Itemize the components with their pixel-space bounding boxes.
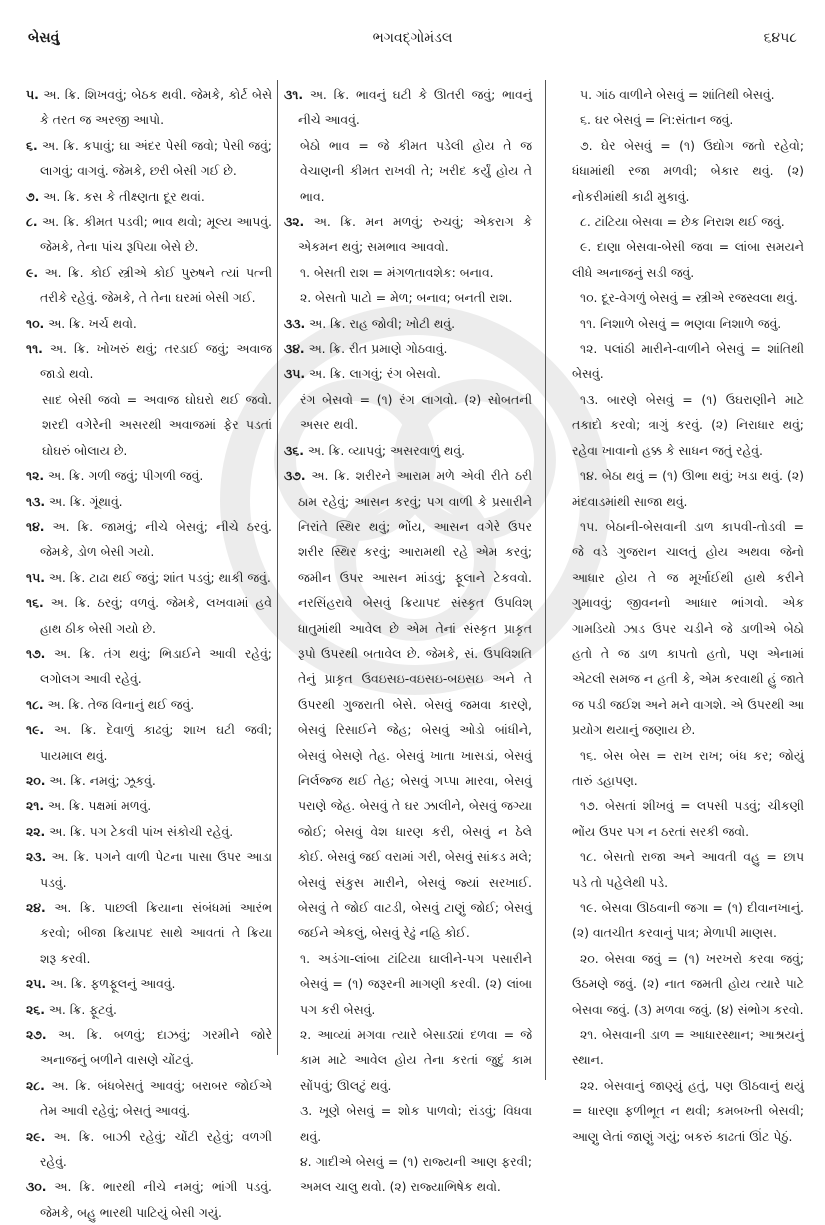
dictionary-entry xyxy=(284,209,532,260)
definition-text: નમવું; ઝૂકવું. xyxy=(89,772,156,788)
sense-number: ૩૫. xyxy=(284,366,306,382)
idiom-subentry: ૧. અડંગા-લાંબા ટાંટિયા ઘાલીને-પગ પસારીને બેસવું = (૧) જરૂરની માગણી કરવી. (૨) લાંબા પગ કરી બેસવું. xyxy=(300,950,532,1017)
sense-number: ૨૧. xyxy=(26,798,45,814)
dictionary-entry xyxy=(26,184,272,209)
definition-text: શિખવવું; બેઠક થવી. જેમકે, કોર્ટ બેસે કે તરત જ અરજી આપો. xyxy=(40,87,272,128)
idiom-subentry: ૩. ખૂણે બેસવું = શોક પાળવો; રાંડવું; વિધવા થવું. xyxy=(300,1103,532,1144)
definition-text: રાહ જોવી; ખોટી થવું. xyxy=(349,315,456,331)
definition-text: ટાઢા થઈ જવું; શાંત પડવું; થાકી જવું. xyxy=(89,569,271,585)
part-of-speech: અ. ક્રિ. xyxy=(44,315,89,331)
part-of-speech: અ. ક્રિ. xyxy=(45,645,104,661)
dictionary-entry xyxy=(284,82,532,133)
sense-number: ૧૪. xyxy=(26,518,45,534)
dictionary-entry xyxy=(26,971,272,996)
sense-number: ૨૯. xyxy=(26,1128,46,1144)
definition-text: ભાવનું ઘટી કે ઊતરી જવું; ભાવનું નીચે આવવું. xyxy=(298,87,532,128)
part-of-speech: અ. ક્રિ. xyxy=(304,341,349,357)
part-of-speech: અ. ક્રિ. xyxy=(45,1128,103,1144)
part-of-speech: અ. ક્રિ. xyxy=(43,595,98,611)
dictionary-entry xyxy=(26,768,272,793)
sense-number: ૩૬. xyxy=(284,442,304,458)
dictionary-entry xyxy=(26,895,272,971)
definition-text: ખર્ચ થવો. xyxy=(88,315,137,331)
idiom-subentry: ૫. ગાંઠ વાળીને બેસવું = શાંતિથી બેસવું. xyxy=(580,87,775,102)
sense-number: ૯. xyxy=(26,264,39,280)
dictionary-entry xyxy=(26,692,272,717)
part-of-speech: અ. ક્રિ. xyxy=(303,87,356,102)
column-divider xyxy=(277,80,278,1055)
definition-text: ઠરવું; વળવું. જેમકે, લખવામાં હવે હાથ ઠીક બેસી ગયો છે. xyxy=(40,595,272,636)
dictionary-entry xyxy=(26,82,272,133)
part-of-speech: અ. ક્રિ. xyxy=(43,696,88,712)
dictionary-entry xyxy=(26,1174,272,1225)
dictionary-entry xyxy=(26,463,272,488)
idiom-subentry: ૧૬. બેસ બેસ = રાખ રાખ; બંધ કર; જોયું તારું ડહાપણ. xyxy=(572,747,804,788)
dictionary-entry xyxy=(26,489,272,514)
headword-running-head: બેસવું xyxy=(28,30,60,46)
idiom-subentry: ૨૨. બેસવાનું જાણ્યું હતું, પણ ઊઠવાનું થયું = ધારણા ફળીભૂત ન થવી; કમબખ્તી બેસવી; આણુ લેતાં જાણું ગયું; બકરું કાઢતાં ઊંટ પેઠું. xyxy=(572,1077,804,1144)
part-of-speech: અ. ક્રિ. xyxy=(45,900,105,915)
dictionary-entry xyxy=(284,336,532,361)
definition-text: શરીરને આરામ મળે એવી રીતે ઠરી ઠામ રહેવું; આસન કરવું; પગ વાળી કે પ્રસારીને નિરાંતે સ્થિર થવું; ભોંય, આસન વગેરે ઉપર શરીર સ્થિર કરવું; આરામથી રહે એમ કરવું; જમીન ઉપર આસન માંડવું; ફૂલાને ટેકવવો. નરસિંહરાવે બેસવું ક્રિયાપદ સંસ્કૃત ઉપવિશ્ ધાતુમાંથી આવેલ છે એમ તેનાં સંસ્કૃત પ્રાકૃત રૂપો ઉપરથી બતાવેલ છે. જેમકે, સં. ઉપવિશતિ તેનું પ્રાકૃત ઉવઇસઇ-વઇસઇ-બઇસઇ અને તે ઉપરથી ગુજરાતી બેસે. બેસવું જમવા કારણે, બેસવું રિસાઈને જેહ; બેસવું ઓડો બાંધીને, બેસવું બેસણે તેહ. બેસવું ખાતા ખાસડાં, બેસવું નિર્લજ્જ થઈ તેહ; બેસવું ગપ્પા મારવા, બેસવું પરાણે જેહ. બેસવું તે ઘર ઝાલીને, બેસવું જગ્યા જોઈ; બેસવું વેશ ધારણ કરી, બેસવું ન ઠેલે કોઈ. બેસવું જઈ વરામાં ગરી, બેસવું સાંકડ મલે; બેસવું સંકુસ મારીને, બેસવું જ્યાં સરખાઈ. બેસવું તે જોઈ વાટડી, બેસવું ટાણું જોઈ; બેસવું જઈને એકલું, બેસવું રેઢું નહિ કોઈ. xyxy=(298,468,532,941)
definition-text: બાઝી રહેવું; ચોંટી રહેવું; વળગી રહેવું. xyxy=(40,1128,272,1170)
dictionary-entry xyxy=(26,590,272,641)
idiom-subentry: ૧૫. બેઠાની-બેસવાની ડાળ કાપવી-તોડવી = જે વડે ગુજરાન ચાલતું હોય અથવા જેનો આધાર હોય તે જ મૂર્ખાઈથી હાથે કરીને ગુમાવવું; જીવનનો આધાર ભાંગવો. એક ગામડિયો ઝાડ ઉપર ચડીને જે ડાળીએ બેઠો હતો તે જ ડાળ કાપતો હતો, પણ એનામાં એટલી સમજ ન હતી કે, એમ કરવાથી હું જાતે જ પડી જઈશ અને મને વાગશે. એ ઉપરથી આ પ્રયોગ થયાનું જણાય છે. xyxy=(572,518,804,738)
page-number: ૬૪૫૮ xyxy=(763,30,797,46)
sense-number: ૩૧. xyxy=(284,87,304,102)
column-right xyxy=(572,82,804,1149)
dictionary-entry xyxy=(284,463,532,946)
definition-text: પાછલી ક્રિયાના સંબંધમાં આરંભ કરવો; બીજા ક્રિયાપદ સાથે આવતાં તે ક્રિયા શરૂ કરવી. xyxy=(40,900,272,966)
idiom-subentry: ૧૭. બેસતાં શીખવું = લપસી પડવું; ચીકણી ભોંય ઉપર પગ ન ઠરતાં સરકી જવો. xyxy=(572,798,804,839)
sense-number: ૩૭. xyxy=(284,468,306,484)
sense-number: ૧૭. xyxy=(26,645,46,661)
definition-text: જામવું; નીચે બેસવું; નીચે ઠરવું. જેમકે, ડોળ બેસી ગયો. xyxy=(40,518,272,560)
part-of-speech: અ. ક્રિ. xyxy=(44,798,89,814)
column-divider xyxy=(545,80,546,1080)
book-title: ભગવદ્ગોમંડલ xyxy=(372,30,453,46)
idiom-subentry: ૨. આવ્યાં મગવા ત્યારે બેસાડ્યાં દળવા = જે કામ માટે આવેલ હોય તેના કરતાં જુદું કામ સોંપવું; ઊલટું થવું. xyxy=(300,1027,532,1093)
idiom-subentry: ૨૧. બેસવાની ડાળ = આધારસ્થાન; આશ્રયનું સ્થાન. xyxy=(572,1027,804,1068)
dictionary-entry xyxy=(26,844,272,895)
sense-number: ૨૩. xyxy=(26,849,47,865)
part-of-speech: અ. ક્રિ. xyxy=(39,188,84,204)
dictionary-entry xyxy=(26,793,272,818)
sense-number: ૨૪. xyxy=(26,900,46,915)
sense-number: ૧૬. xyxy=(26,595,44,611)
dictionary-entry xyxy=(26,1022,272,1073)
part-of-speech: અ. ક્રિ. xyxy=(44,722,107,738)
sense-number: ૭. xyxy=(26,188,40,204)
part-of-speech: અ. ક્રિ. xyxy=(44,569,90,585)
part-of-speech: અ. ક્રિ. xyxy=(44,1001,90,1017)
part-of-speech: અ. ક્રિ. xyxy=(37,214,84,230)
idiom-subentry: ૧૩. બારણે બેસવું = (૧) ઉઘરાણીને માટે તકાદો કરવો; ત્રાગું કરવું. (૨) નિરાધાર થવું; રહેવા ખાવાનો હક્ક કે સાધન જતું રહેવું. xyxy=(572,391,804,458)
part-of-speech: અ. ક્રિ. xyxy=(46,1179,103,1195)
sense-number: ૨૨. xyxy=(26,823,46,839)
sense-number: ૧૮. xyxy=(26,696,44,712)
sense-number: ૨૫. xyxy=(26,976,47,992)
part-of-speech: અ. ક્રિ. xyxy=(45,493,90,509)
definition-text: ખોખરું થવું; તરડાઈ જવું; અવાજ જાડો થવો. xyxy=(40,341,272,382)
column-middle xyxy=(284,82,532,1200)
sense-number: ૨૮. xyxy=(26,1077,45,1093)
dictionary-entry xyxy=(26,819,272,844)
part-of-speech: અ. ક્રિ. xyxy=(305,468,356,484)
idiom-subentry: ૮. ટાંટિયા બેસવા = છેક નિરાશ થઈ જવું. xyxy=(580,214,785,230)
idiom-subentry: રંગ બેસવો = (૧) રંગ લાગવો. (૨) સોબતની અસર થવી. xyxy=(300,391,532,433)
dictionary-entry xyxy=(284,438,532,463)
definition-text: ભારથી નીચે નમવું; ભાંગી પડવું. જેમકે, બહુ ભારથી પાટિયું બેસી ગયું. xyxy=(40,1179,272,1220)
idiom-subentry: ૧૪. બેઠા થવું = (૧) ઊભા થવું; ખડા થવું. (૨) મંદવાડમાંથી સાજા થવું. xyxy=(572,468,804,509)
part-of-speech: અ. ક્રિ. xyxy=(304,214,366,230)
part-of-speech: અ. ક્રિ. xyxy=(305,366,350,382)
idiom-subentry: ૧૯. બેસવા ઊઠવાની જગા = (૧) દીવાનખાનું. (૨) વાતચીત કરવાનું પાત્ર; મેળાપી માણસ. xyxy=(572,900,804,941)
idiom-subentry: ૧૨. પલાંઠી મારીને-વાળીને બેસવું = શાંતિથી બેસવું. xyxy=(572,341,804,382)
definition-text: ગૂંથાવું. xyxy=(89,493,123,509)
part-of-speech: અ. ક્રિ. xyxy=(44,468,89,484)
part-of-speech: અ. ક્રિ. xyxy=(37,137,84,153)
part-of-speech: અ. ક્રિ. xyxy=(45,823,90,839)
part-of-speech: અ. ક્રિ. xyxy=(305,315,350,331)
part-of-speech: અ. ક્રિ. xyxy=(38,264,91,280)
idiom-subentry: ૯. દાણા બેસવા-બેસી જવા = લાંબા સમયને લીધે અનાજનું સડી જવું. xyxy=(572,239,804,280)
dictionary-entry xyxy=(26,336,272,387)
definition-text: બંધબેસતું આવવું; બરાબર જોઈએ તેમ આવી રહેવું; બેસતું આવવું. xyxy=(40,1077,272,1119)
idiom-subentry: ૨૦. બેસવા જવું = (૧) ખરખરો કરવા જવું; ઉઠમણે જવું. (૨) નાત જમતી હોય ત્યારે પાટે બેસવા જવું. (૩) મળવા જવું. (૪) સંભોગ કરવો. xyxy=(572,950,804,1017)
definition-text: ગળી જવું; પીગળી જવું. xyxy=(88,468,204,484)
definition-text: તેજ વિનાનું થઈ જવું. xyxy=(87,696,195,712)
column-left xyxy=(26,82,272,1225)
idiom-subentry: ૧૦. દૂર-વેગળું બેસવું = સ્ત્રીએ રજસ્વલા થવું. xyxy=(580,290,798,306)
dictionary-entry xyxy=(26,717,272,768)
definition-text: ફળફૂલનું આવવું. xyxy=(90,976,176,992)
sense-number: ૧૦. xyxy=(26,315,45,331)
dictionary-entry xyxy=(284,311,532,336)
sense-number: ૧૧. xyxy=(26,341,43,357)
idiom-subentry: ૧. બેસતી રાશ = મંગળતાવશેક: બનાવ. xyxy=(300,264,494,280)
dictionary-entry xyxy=(26,514,272,565)
idiom-subentry: ૬. ઘર બેસવું = નિ:સંતાન જવું. xyxy=(580,112,734,128)
definition-text: પગ ટેકવી પાંખ સંકોચી રહેવું. xyxy=(89,823,234,839)
sense-number: ૨૭. xyxy=(26,1027,47,1043)
definition-text: કોઈ સ્ત્રીએ કોઈ પુરુષને ત્યાં પત્ની તરીકે રહેવું. જેમકે, તે તેના ઘરમાં બેસી ગઈ. xyxy=(40,264,272,306)
sense-number: ૧૫. xyxy=(26,569,45,585)
part-of-speech: અ. ક્રિ. xyxy=(44,1077,98,1093)
definition-text: લાગવું; રંગ બેસવો. xyxy=(349,366,441,382)
dictionary-entry xyxy=(26,997,272,1022)
idiom-subentry: ૪. ગાદીએ બેસવું = (૧) રાજ્યની આણ ફરવી; અમલ ચાલુ થવો. (૨) રાજ્યાભિષેક થવો. xyxy=(300,1154,532,1195)
sense-number: ૩૨. xyxy=(284,214,305,230)
part-of-speech: અ. ક્રિ. xyxy=(46,976,91,992)
sense-number: ૩૩. xyxy=(284,315,306,331)
part-of-speech: અ. ક્રિ. xyxy=(303,442,349,458)
sense-number: ૨૬. xyxy=(26,1001,45,1017)
sense-number: ૬. xyxy=(26,137,38,153)
sense-number: ૧૯. xyxy=(26,722,45,738)
dictionary-entry xyxy=(26,1124,272,1175)
dictionary-entry xyxy=(26,209,272,260)
part-of-speech: અ. ક્રિ. xyxy=(45,772,90,788)
idiom-subentry: ૨. બેસતો પાટો = મેળ; બનાવ; બનતી રાશ. xyxy=(300,290,513,306)
definition-text: દેવાળું કાઢવું; શાખ ઘટી જવી; પાયમાલ થવું. xyxy=(40,722,272,763)
definition-text: તંગ થવું; ભિડાઈને આવી રહેવું; લગોલગ આવી રહેવું. xyxy=(40,645,272,687)
part-of-speech: અ. ક્રિ. xyxy=(44,518,102,534)
dictionary-entry xyxy=(26,133,272,184)
sense-number: ૧૩. xyxy=(26,493,46,509)
part-of-speech: અ. ક્રિ. xyxy=(46,849,95,865)
dictionary-entry xyxy=(26,260,272,311)
idiom-subentry: ૧૧. નિશાળે બેસવું = ભણવા નિશાળે જવું. xyxy=(580,315,782,331)
definition-text: પક્ષમાં મળવું. xyxy=(88,798,152,814)
definition-text: ફૂટવું. xyxy=(89,1001,117,1017)
idiom-subentry: બેઠો ભાવ = જે કીમત પડેલી હોય તે જ વેચાણની કીમત રાખવી તે; ખરીદ કર્યું હોય તે ભાવ. xyxy=(300,137,532,204)
dictionary-entry xyxy=(26,565,272,590)
definition-text: મન મળવું; રુચવું; એકરાગ કે એકમન થવું; સમભાવ આવવો. xyxy=(298,214,532,255)
definition-text: વ્યાપવું; અસરવાળું થવું. xyxy=(348,442,466,458)
sense-number: ૩૪. xyxy=(284,341,305,357)
sense-number: ૧૨. xyxy=(26,468,45,484)
sense-number: ૩૦. xyxy=(26,1179,47,1195)
definition-text: બળવું; દાઝવું; ગરમીને જોરે અનાજનું બળીને વાસણે ચોંટવું. xyxy=(40,1027,272,1068)
dictionary-entry xyxy=(26,641,272,692)
idiom-subentry: ૧૮. બેસતો રાજા અને આવતી વહુ = છાપ પડે તો પહેલેથી પડે. xyxy=(572,849,804,890)
dictionary-entry xyxy=(284,361,532,386)
definition-text: કસ કે તીક્ષ્ણતા દૂર થવાં. xyxy=(83,188,205,204)
definition-text: પગને વાળી પેટના પાસા ઉપર આડા પડવું. xyxy=(40,849,272,890)
definition-text: રીત પ્રમાણે ગોઠવાવું. xyxy=(348,341,448,357)
sense-number: ૮. xyxy=(26,214,38,230)
part-of-speech: અ. ક્રિ. xyxy=(38,87,85,102)
definition-text: કીમત પડવી; ભાવ થવો; મૂલ્ય આપવું. જેમકે, તેના પાંચ રૂપિયા બેસે છે. xyxy=(40,214,272,255)
sense-number: ૫. xyxy=(26,87,39,102)
part-of-speech: અ. ક્રિ. xyxy=(42,341,97,357)
dictionary-entry xyxy=(26,311,272,336)
dictionary-entry xyxy=(26,1073,272,1124)
idiom-subentry: ૭. ઘેર બેસવું = (૧) ઉદ્યોગ જતો રહેવો; ધંધામાંથી રજા મળવી; બેકાર થવું. (૨) નોકરીમાંથી કાઢી મુકાવું. xyxy=(572,137,804,204)
sense-number: ૨૦. xyxy=(26,772,46,788)
page-header xyxy=(0,26,825,56)
idiom-subentry: સાદ બેસી જવો = અવાજ ઘોઘરો થઈ જવો. શરદી વગેરેની અસરથી અવાજમાં ફેર પડતાં ઘોઘરું બોલાય છે. xyxy=(42,391,272,458)
part-of-speech: અ. ક્રિ. xyxy=(46,1027,114,1043)
definition-text: કપાવું; ઘા અંદર પેસી જવો; પેસી જવું; લાગવું; વાગવું. જેમકે, છરી બેસી ગઈ છે. xyxy=(40,137,272,179)
